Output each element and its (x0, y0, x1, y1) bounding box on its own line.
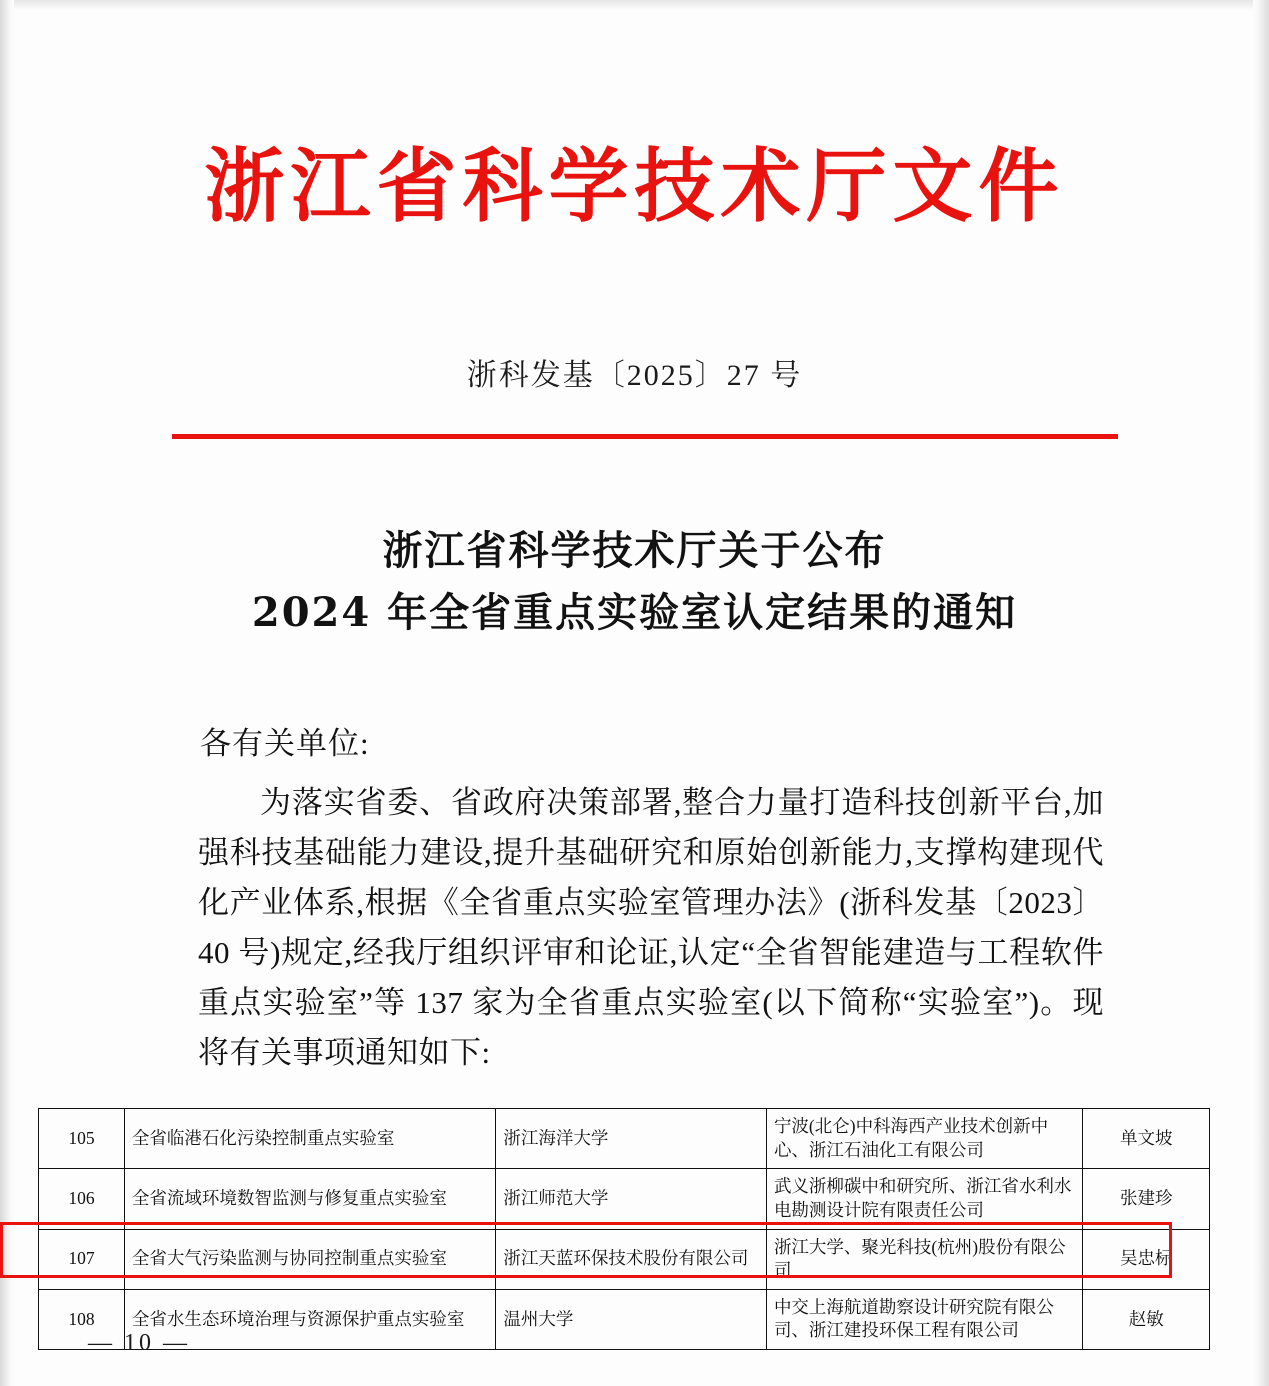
row-cooperating-units: 宁波(北仑)中科海西产业技术创新中心、浙江石油化工有限公司 (766, 1109, 1083, 1169)
row-host-unit: 浙江天蓝环保技术股份有限公司 (496, 1229, 767, 1289)
page-number: — 10 — (88, 1330, 190, 1356)
body-text (198, 778, 1104, 1078)
row-person: 单文坡 (1083, 1109, 1210, 1169)
row-person: 张建珍 (1083, 1169, 1210, 1229)
document-title-line2: 2024 年全省重点实验室认定结果的通知 (251, 589, 1018, 636)
row-lab-name: 全省大气污染监测与协同控制重点实验室 (124, 1229, 496, 1289)
table-row (39, 1109, 1210, 1169)
document-title-line1: 浙江省科学技术厅关于公布 (382, 527, 887, 574)
row-host-unit: 浙江海洋大学 (496, 1109, 767, 1169)
table-row-highlighted (39, 1229, 1210, 1289)
row-lab-name: 全省流域环境数智监测与修复重点实验室 (124, 1169, 496, 1229)
lab-list-table-wrapper (38, 1108, 1210, 1350)
row-cooperating-units: 浙江大学、聚光科技(杭州)股份有限公司 (766, 1229, 1083, 1289)
row-lab-name: 全省水生态环境治理与资源保护重点实验室 (124, 1289, 496, 1349)
row-no: 106 (39, 1169, 125, 1229)
row-lab-name: 全省临港石化污染控制重点实验室 (124, 1109, 496, 1169)
row-host-unit: 浙江师范大学 (496, 1169, 767, 1229)
red-separator-line (172, 434, 1118, 439)
lab-list-table (38, 1108, 1210, 1350)
row-no: 105 (39, 1109, 125, 1169)
row-no: 108 (39, 1289, 125, 1349)
row-person: 吴忠标 (1083, 1229, 1210, 1289)
row-cooperating-units: 中交上海航道勘察设计研究院有限公司、浙江建投环保工程有限公司 (766, 1289, 1083, 1349)
row-host-unit: 温州大学 (496, 1289, 767, 1349)
row-person: 赵敏 (1083, 1289, 1210, 1349)
document-number: 浙科发基〔2025〕27 号 (466, 359, 803, 392)
document-masthead: 浙江省科学技术厅文件 (204, 139, 1065, 233)
table-row (39, 1169, 1210, 1229)
salutation: 各有关单位: (200, 726, 370, 761)
row-cooperating-units: 武义浙柳碳中和研究所、浙江省水利水电勘测设计院有限责任公司 (766, 1169, 1083, 1229)
table-row (39, 1289, 1210, 1349)
document-title (0, 520, 1269, 644)
lab-list-table-body (39, 1109, 1210, 1350)
row-no: 107 (39, 1229, 125, 1289)
body-paragraph: 为落实省委、省政府决策部署,整合力量打造科技创新平台,加强科技基础能力建设,提升基础研究和原始创新能力,支撑构建现代化产业体系,根据《全省重点实验室管理办法》(浙科发基〔2023〕40 号)规定,经我厅组织评审和论证,认定“全省智能建造与工程软件重点实验室”等 137 家为全省重点实验室(以下简称“实验室”)。现将有关事项通知如下: (198, 785, 1104, 1070)
scan-edge-top (0, 0, 1269, 10)
